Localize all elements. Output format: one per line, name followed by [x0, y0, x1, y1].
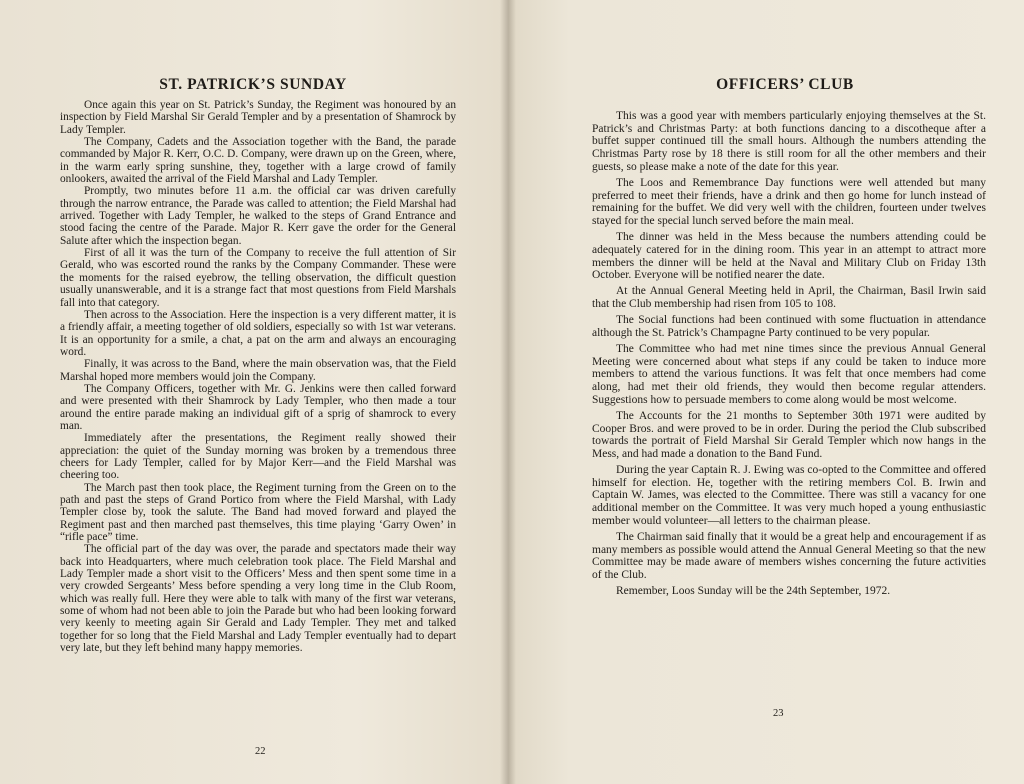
right-page: [508, 0, 1024, 784]
paragraph: The Accounts for the 21 months to September 30th 1971 were audited by Cooper Bros. and were proved to be in order. During the period the Club subscribed towards the portrait of Field Marshal Sir Gerald Templer which now hangs in the Mess, and had made a donation to the Band Fund.: [592, 409, 986, 460]
left-page-number: 22: [255, 746, 266, 757]
paragraph: The Company Officers, together with Mr. G. Jenkins were then called forward and were presented with their Shamrock by Lady Templer, who then made a tour around the entire parade making an individual gift of a sprig of shamrock to every man.: [60, 382, 456, 432]
paragraph: The Committee who had met nine times since the previous Annual General Meeting were concerned about what steps if any could be taken to induce more members to attend the various functions. It was felt that once members had come along, had met their old friends, they would then become regular attenders. Suggestions how to persuade members to come along would be most welcome.: [592, 342, 986, 406]
paragraph: The Loos and Remembrance Day functions were well attended but many preferred to meet their friends, have a drink and then go home for lunch instead of remaining for the buffet. We did very well with the children, fourteen under twelves stayed for the special lunch served before the main meal.: [592, 176, 986, 228]
page-gutter: [500, 0, 516, 784]
paragraph: The Chairman said finally that it would be a great help and encouragement if as many members as possible would attend the Annual General Meeting so that the new Committee may be made aware of members wishes concerning the future activities of the Club.: [592, 530, 986, 582]
left-page-body: [60, 99, 456, 654]
right-page-title: OFFICERS’ CLUB: [716, 76, 854, 93]
paragraph: First of all it was the turn of the Company to receive the full attention of Sir Gerald, who was escorted round the ranks by the Company Commander. These were the moments for the raised eyebrow, the telling observation, the difficult question usually unanswerable, and it is a strange fact that most questions from Field Marshals fall into that category.: [60, 247, 456, 309]
left-page-title: ST. PATRICK’S SUNDAY: [159, 76, 347, 93]
paragraph: At the Annual General Meeting held in April, the Chairman, Basil Irwin said that the Club membership had risen from 105 to 108.: [592, 285, 986, 311]
paragraph: Then across to the Association. Here the inspection is a very different matter, it is a friendly affair, a meeting together of old soldiers, especially so with 1st war veterans. It is an opportunity for a smile, a chat, a pat on the arm and always an encouraging word.: [60, 308, 456, 358]
paragraph: Remember, Loos Sunday will be the 24th September, 1972.: [616, 585, 891, 598]
paragraph: Once again this year on St. Patrick’s Sunday, the Regiment was honoured by an inspection by Field Marshal Sir Gerald Templer and by a presentation of Shamrock by Lady Templer.: [60, 99, 456, 136]
paragraph: The official part of the day was over, the parade and spectators made their way back into Headquarters, where much celebration took place. The Field Marshal and Lady Templer made a short visit to the Officers’ Mess and then spent some time in a very crowded Sergeants’ Mess before spending a very long time in the Club Room, which was really full. Here they were able to talk with many of the first war veterans, some of whom had not been able to join the Parade but who had been looking forward very keenly to meeting again Sir Gerald and Lady Templer. They met and talked together for so long that the Field Marshal and Lady Templer eventually had to depart very late, but they left behind many happy memories.: [60, 543, 456, 655]
paragraph: The Company, Cadets and the Association together with the Band, the parade commanded by Major R. Kerr, O.C. D. Company, were drawn up on the Green, where, in the warm early spring sunshine, they, together with a large crowd of family onlookers, awaited the arrival of the Field Marshal and Lady Templer.: [60, 136, 456, 186]
paragraph: The Social functions had been continued with some fluctuation in attendance although the St. Patrick’s Champagne Party continued to be very popular.: [592, 314, 986, 339]
left-page: [0, 0, 508, 784]
paragraph: The March past then took place, the Regiment turning from the Green on to the path and past the steps of Grand Portico from where the Field Marshal, with Lady Templer close by, took the salute. The Band had moved forward and played the Regiment past and then marched past themselves, this time playing ‘Garry Owen’ in “rifle pace” time.: [60, 481, 456, 544]
paragraph: Finally, it was across to the Band, where the main observation was, that the Field Marshal hoped more members would join the Company.: [60, 358, 456, 383]
paragraph: During the year Captain R. J. Ewing was co-opted to the Committee and offered himself for election. He, together with the retiring members Col. B. Irwin and Captain W. James, was elected to the Committee. There was still a vacancy for one additional member on the Committee. It was very much hoped a young enthusiastic member would volunteer—all letters to the chairman please.: [592, 464, 986, 527]
right-page-number: 23: [773, 708, 784, 719]
paragraph: Promptly, two minutes before 11 a.m. the official car was driven carefully through the narrow entrance, the Parade was called to attention; the Field Marshal had arrived. Together with Lady Templer, he walked to the steps of Grand Entrance and stood facing the centre of the Parade. Major R. Kerr gave the order for the General Salute after which the inspection began.: [60, 185, 456, 247]
right-page-body: [592, 110, 986, 601]
paragraph: This was a good year with members particularly enjoying themselves at the St. Patrick’s and Christmas Party: at both functions dancing to a discotheque after a buffet supper continued till the small hours. Although the numbers attending the Christmas Party rose by 18 there is still room for all the other members and their guests, so please make a note of the date for this year.: [592, 110, 986, 173]
paragraph: The dinner was held in the Mess because the numbers attending could be adequately catered for in the dining room. This year in an attempt to attract more members the dinner will be held at the Naval and Military Club on Friday 13th October. Everyone will be notified nearer the date.: [592, 231, 986, 282]
paragraph: Immediately after the presentations, the Regiment really showed their appreciation: the quiet of the Sunday morning was broken by a tremendous three cheers for Lady Templer, called for by Major Kerr—and the Field Marshal was cheering too.: [60, 432, 456, 482]
